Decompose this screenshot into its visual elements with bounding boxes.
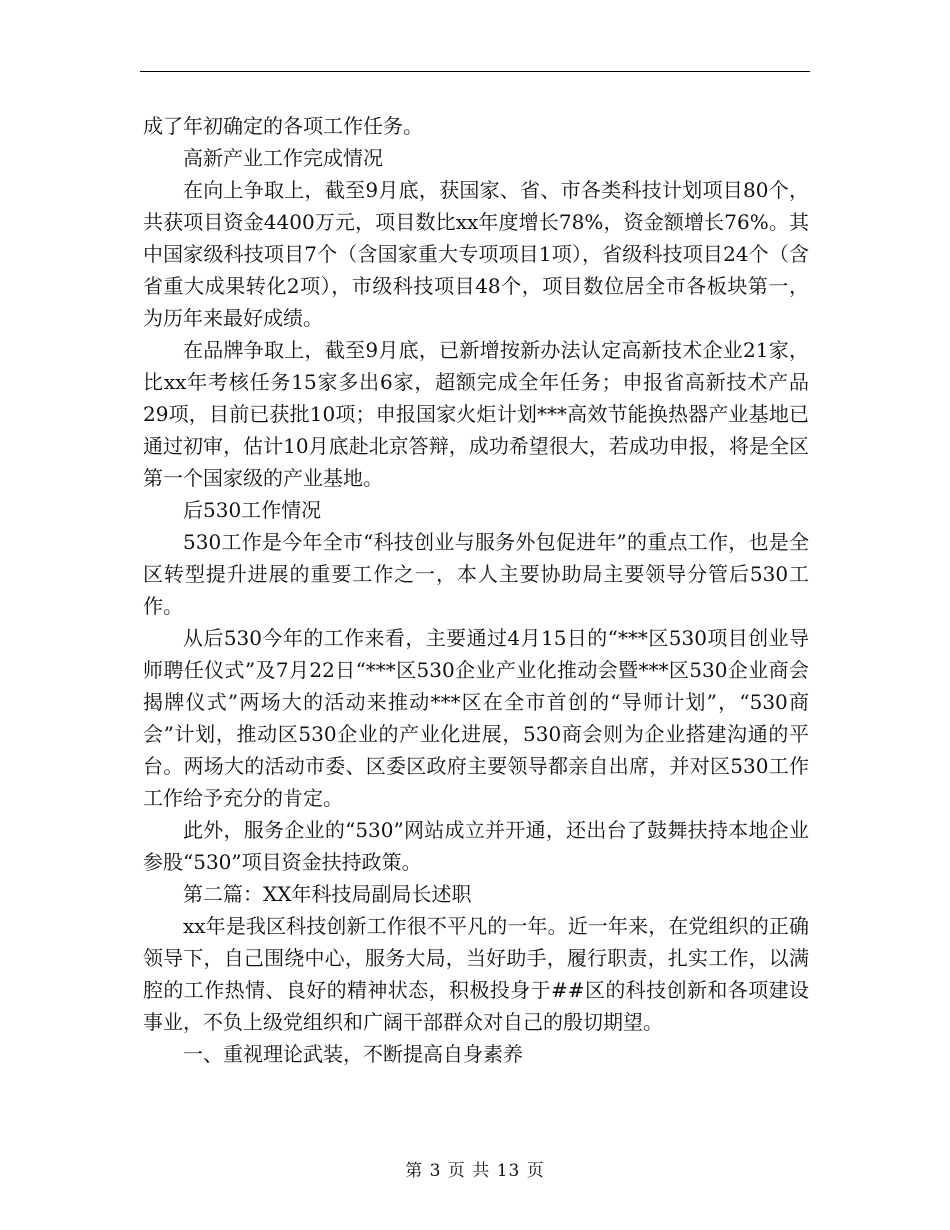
paragraph: 成了年初确定的各项工作任务。 xyxy=(143,114,423,138)
paragraph: 530工作是今年全市“科技创业与服务外包促进年”的重点工作，也是全区转型提升进展的重要工作之一，本人主要协助局主要领导分管后530工作。 xyxy=(143,530,809,618)
section-heading: 高新产业工作完成情况 xyxy=(183,146,383,170)
page-number-footer: 第 3 页 共 13 页 xyxy=(405,1161,545,1181)
document-body xyxy=(143,110,809,1070)
paragraph: 在品牌争取上，截至9月底，已新增按新办法认定高新技术企业21家，比xx年考核任务15家多出6家，超额完成全年任务；申报省高新技术产品29项，目前已获批10项；申报国家火炬计划***高效节能换热器产业基地已通过初审，估计10月底赴北京答辩，成功希望很大，若成功申报，将是全区第一个国家级的产业基地。 xyxy=(143,338,809,490)
paragraph: 此外，服务企业的“530”网站成立并开通，还出台了鼓舞扶持本地企业参股“530”项目资金扶持政策。 xyxy=(143,818,809,874)
paragraph: 从后530今年的工作来看，主要通过4月15日的“***区530项目创业导师聘任仪式”及7月22日“***区530企业产业化推动会暨***区530企业商会揭牌仪式”两场大的活动来推动***区在全市首创的“导师计划”，“530商会”计划，推动区530企业的产业化进展，530商会则为企业搭建沟通的平台。两场大的活动市委、区委区政府主要领导都亲自出席，并对区530工作工作给予充分的肯定。 xyxy=(143,626,809,810)
paragraph: xx年是我区科技创新工作很不平凡的一年。近一年来，在党组织的正确领导下，自己围绕中心，服务大局，当好助手，履行职责，扎实工作，以满腔的工作热情、良好的精神状态，积极投身于##区的科技创新和各项建设事业，不负上级党组织和广阔干部群众对自己的殷切期望。 xyxy=(143,914,809,1034)
paragraph: 在向上争取上，截至9月底，获国家、省、市各类科技计划项目80个，共获项目资金4400万元，项目数比xx年度增长78%，资金额增长76%。其中国家级科技项目7个（含国家重大专项项目1项），省级科技项目24个（含省重大成果转化2项），市级科技项目48个，项目数位居全市各板块第一，为历年来最好成绩。 xyxy=(143,178,809,330)
section-heading: 第二篇：XX年科技局副局长述职 xyxy=(183,882,472,906)
section-heading: 一、重视理论武装，不断提高自身素养 xyxy=(183,1042,523,1066)
header-rule xyxy=(140,71,810,72)
section-heading: 后530工作情况 xyxy=(183,498,322,522)
